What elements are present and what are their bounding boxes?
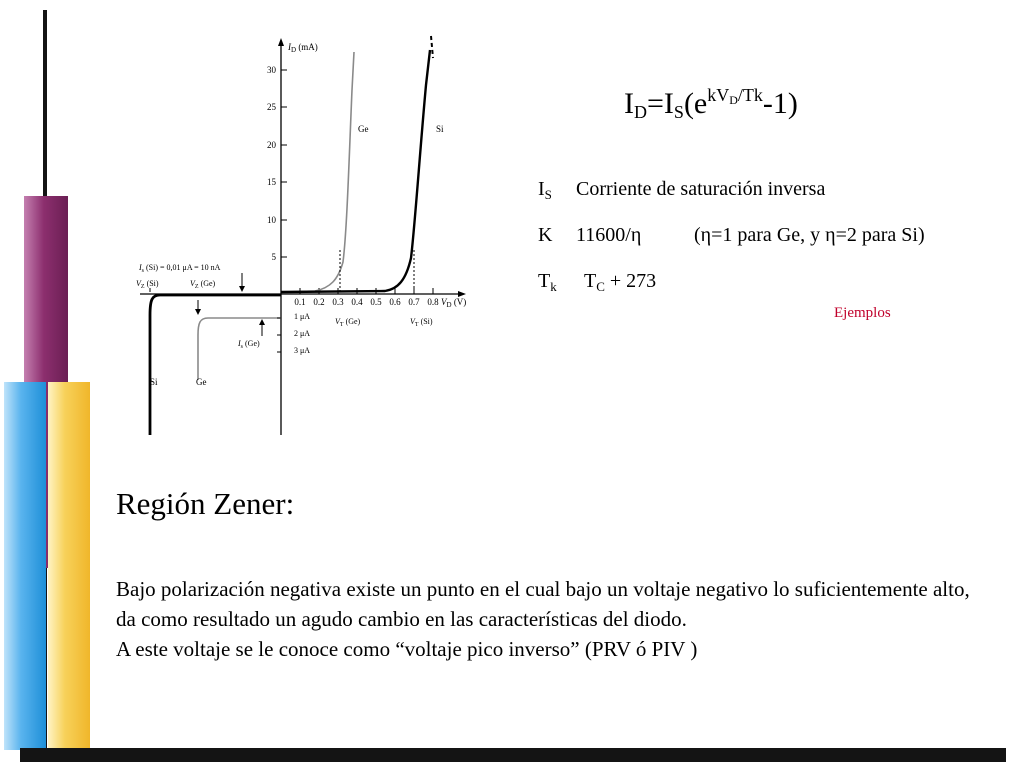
definition-is: [538, 178, 826, 203]
definition-k: [538, 224, 925, 247]
x-tick-label: 0.4: [351, 297, 363, 307]
neg-current-label: 2 μA: [294, 329, 311, 338]
examples-link[interactable]: Ejemplos: [834, 305, 891, 321]
black-horizontal-bar: [20, 748, 1006, 762]
zener-explanation: [116, 574, 976, 664]
tk-symbol-sub: k: [550, 279, 557, 294]
x-axis-label: $V_D$ (V): [441, 297, 467, 309]
vz-si-label: $V_Z$ (Si): [136, 279, 159, 290]
yellow-bar: [48, 382, 90, 750]
is-symbol-sub: S: [544, 187, 552, 202]
si-reverse-curve: [150, 295, 281, 435]
ge-reverse-curve: [198, 318, 281, 380]
blue-bar: [4, 382, 46, 750]
y-tick-label: 30: [267, 65, 276, 75]
y-tick-label: 25: [267, 102, 276, 112]
si-curve-label: Si: [436, 124, 444, 134]
zener-region-heading: Región Zener:: [116, 486, 295, 521]
diode-characteristic-graph: [130, 30, 480, 450]
formula-is-sub: S: [673, 102, 684, 122]
si-forward-curve: [281, 50, 430, 292]
k-value: 11600/η: [576, 224, 642, 246]
formula-id-sub: D: [634, 102, 647, 122]
ge-curve-label: Ge: [358, 124, 369, 134]
vt-si-label: $V_T$ (Si): [410, 317, 433, 328]
zener-ge-label: Ge: [196, 377, 207, 387]
x-tick-label: 0.2: [313, 297, 325, 307]
zener-si-label: Si: [150, 377, 158, 387]
x-tick-label: 0.3: [332, 297, 344, 307]
explanation-line-1: Bajo polarización negativa existe un punto en el cual bajo un voltaje negativo lo suficientemente alto, da como resultado un agudo cambio en las características del diodo.: [116, 577, 970, 631]
formula-exponent: [707, 85, 763, 105]
tc-rest: + 273: [604, 270, 657, 292]
y-tick-label: 20: [267, 140, 276, 150]
y-tick-label: 5: [271, 252, 276, 262]
ge-forward-curve: [281, 52, 354, 292]
k-symbol: K: [538, 224, 553, 246]
diode-equation: [624, 86, 798, 121]
definition-tk: [538, 270, 657, 295]
is-symbol: I: [538, 178, 545, 200]
is-ge-annotation: $I_s$ (Ge): [238, 339, 260, 350]
formula-exp-tk: /Tk: [737, 85, 763, 105]
tk-symbol: T: [538, 270, 551, 292]
is-si-annotation: $I_s$ (Si) = 0,01 μA = 10 nA: [139, 263, 221, 274]
k-note: (η=1 para Ge, y η=2 para Si): [694, 224, 925, 246]
formula-id: I: [624, 87, 634, 120]
y-axis-arrow: [278, 38, 284, 46]
formula-eq: =I: [647, 87, 674, 120]
explanation-line-2: A este voltaje se le conoce como “voltaje pico inverso” (PRV ó PIV ): [116, 637, 698, 661]
y-tick-label: 15: [267, 177, 276, 187]
formula-exp-d: D: [729, 93, 738, 107]
neg-current-label: 1 μA: [294, 312, 311, 321]
formula-exp-kv: kV: [707, 85, 730, 105]
vt-ge-label: $V_T$ (Ge): [335, 317, 361, 328]
y-tick-label: 10: [267, 215, 276, 225]
tc-symbol-sub: C: [596, 279, 605, 294]
tc-value: [584, 270, 656, 295]
formula-open: (e: [683, 87, 708, 120]
formula-close: -1): [762, 87, 798, 120]
x-tick-label: 0.8: [427, 297, 439, 307]
tc-symbol: T: [584, 270, 597, 292]
x-tick-label: 0.6: [389, 297, 401, 307]
is-description: Corriente de saturación inversa: [576, 178, 826, 200]
x-tick-label: 0.1: [294, 297, 306, 307]
neg-current-label: 3 μA: [294, 346, 311, 355]
x-tick-label: 0.7: [408, 297, 420, 307]
x-tick-label: 0.5: [370, 297, 382, 307]
vz-ge-label: $V_Z$ (Ge): [190, 279, 216, 290]
y-axis-label: $I_D$ (mA): [288, 42, 318, 54]
si-curve-top-dash: [431, 36, 433, 58]
